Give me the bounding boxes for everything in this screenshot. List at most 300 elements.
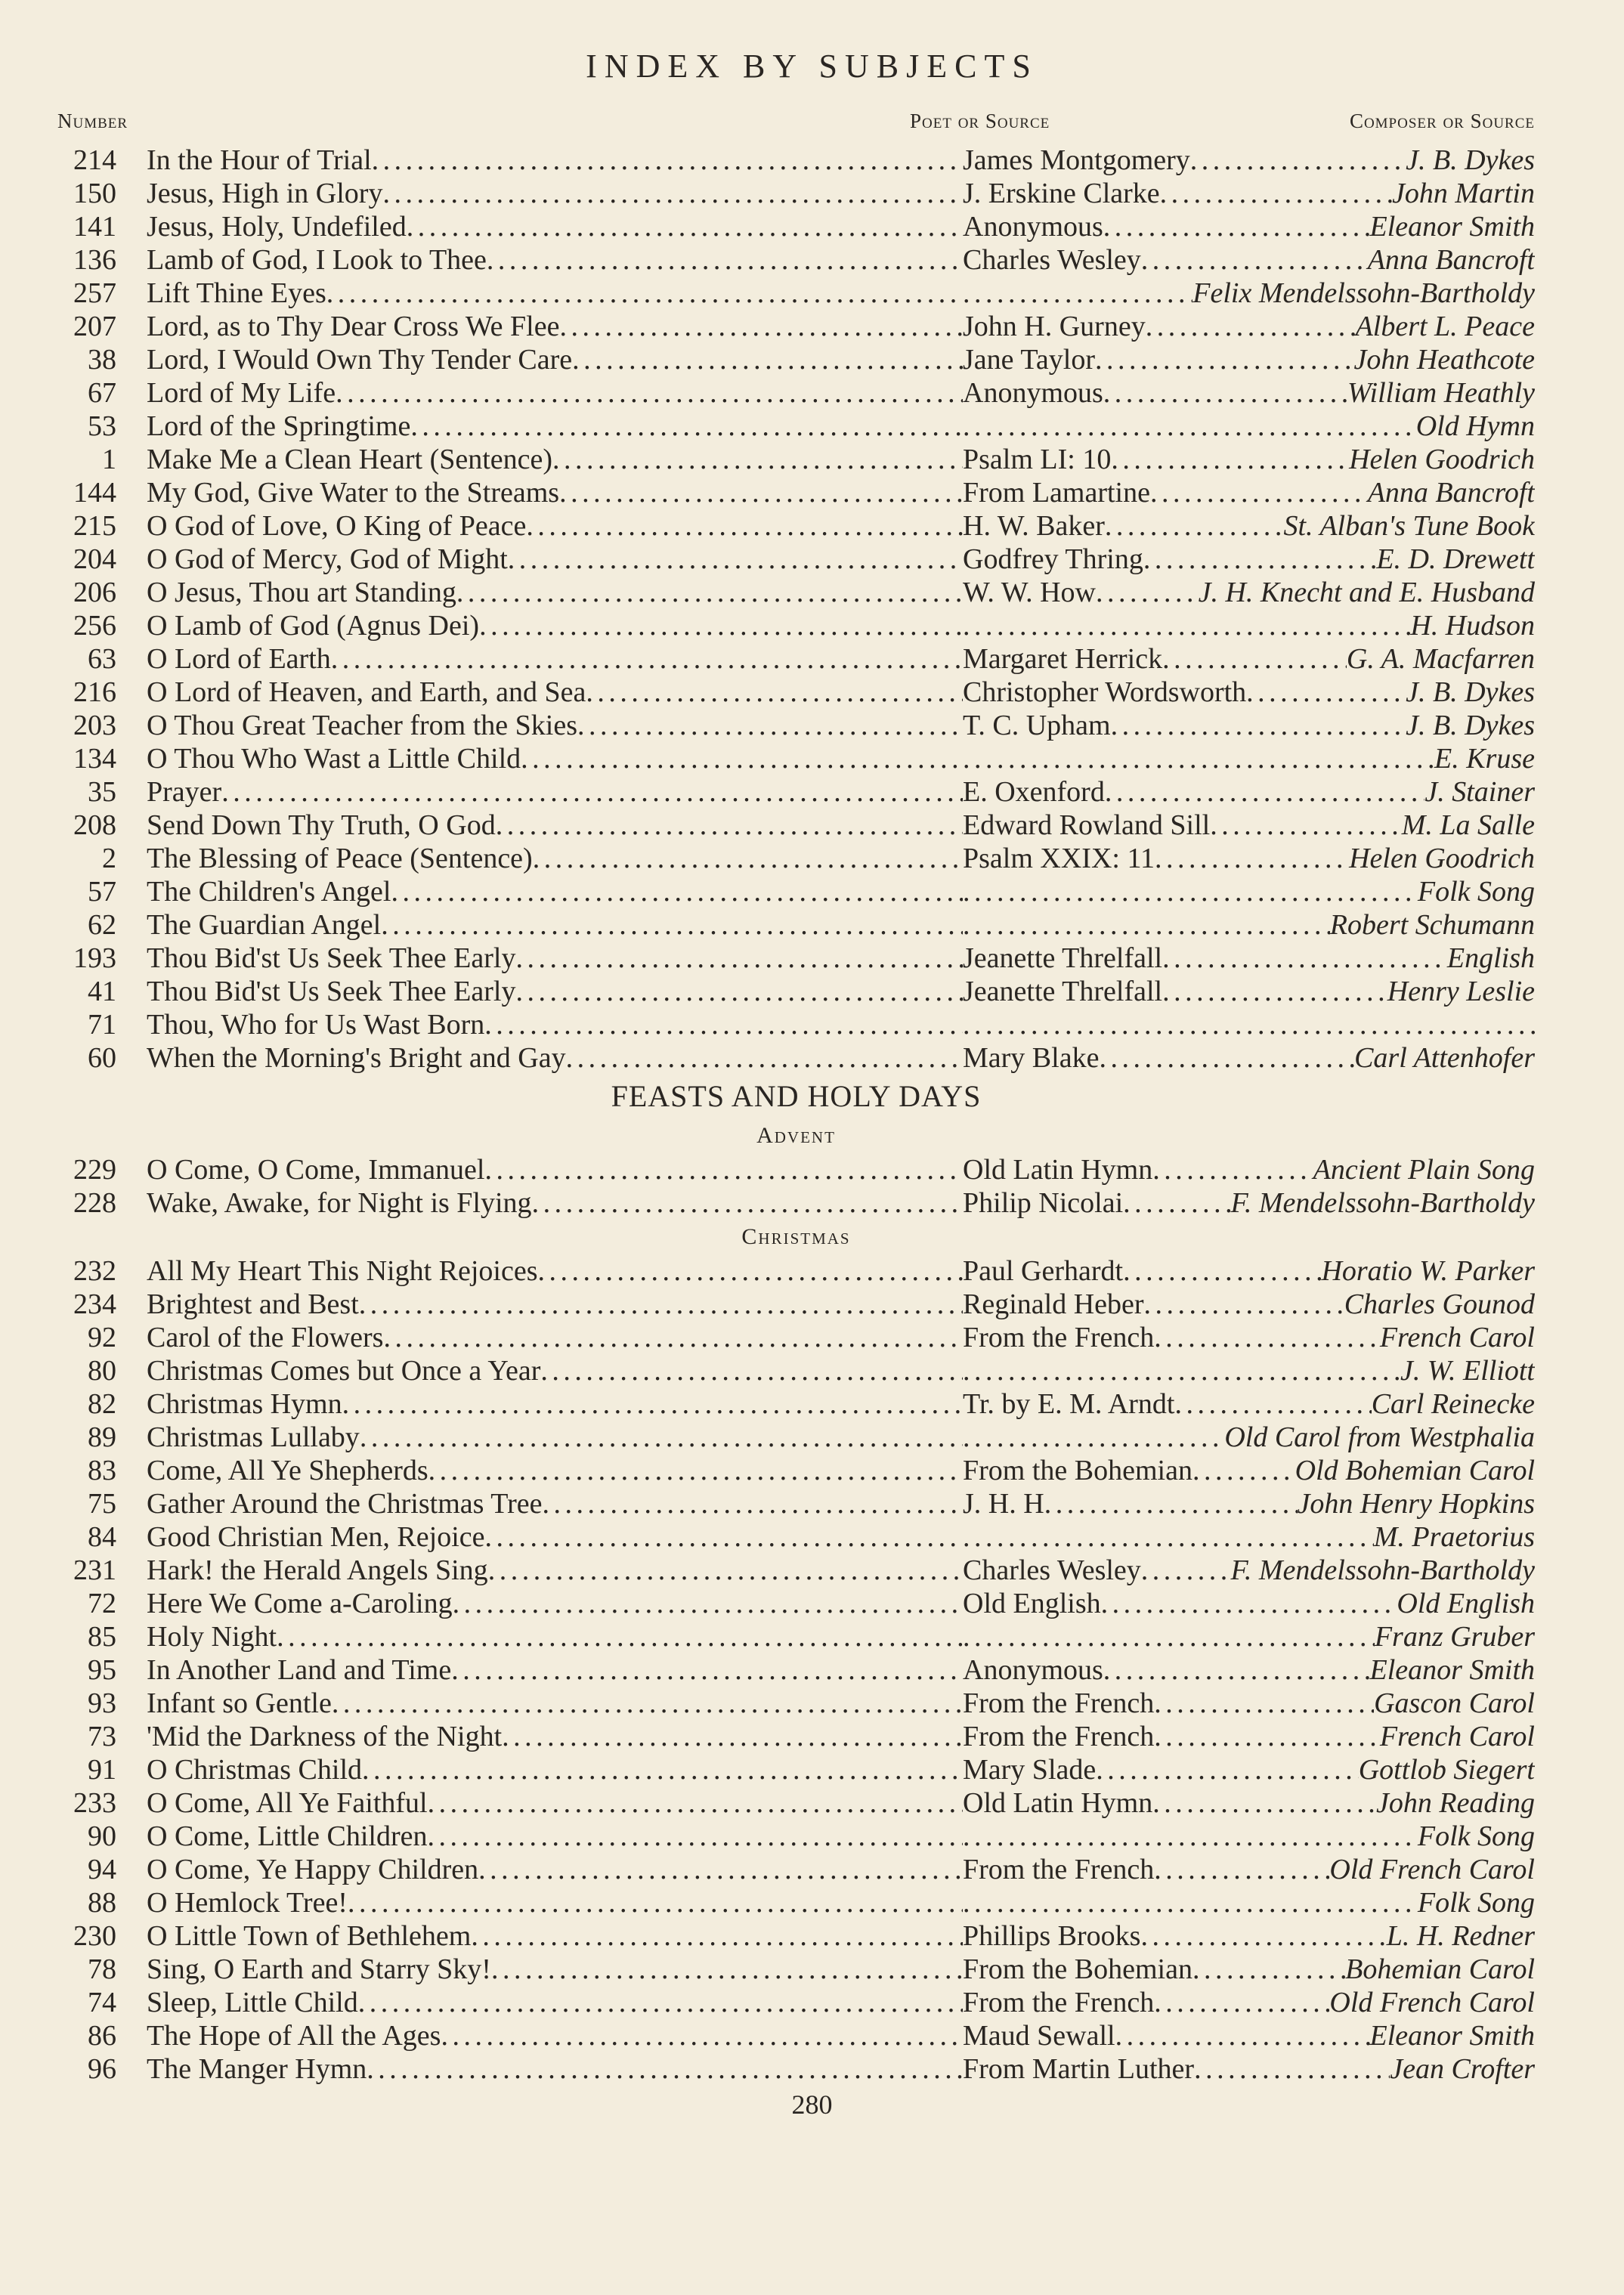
hymn-number: 93 — [88, 1687, 116, 1719]
leader-dots — [963, 1820, 1418, 1853]
hymn-title: O God of Love, O King of Peace — [147, 510, 527, 542]
title-cell — [147, 1986, 963, 2019]
index-entry — [57, 1288, 1535, 1321]
poet-source: From Lamartine — [963, 477, 1150, 509]
hymn-number: 35 — [88, 776, 116, 808]
title-cell — [147, 975, 963, 1008]
hymn-title: All My Heart This Night Rejoices — [147, 1255, 538, 1287]
title-cell — [147, 1753, 963, 1786]
composer-source: William Heathly — [1347, 377, 1535, 409]
index-entry — [57, 1520, 1535, 1554]
hymn-number: 96 — [88, 2053, 116, 2085]
hymn-number: 204 — [73, 543, 116, 575]
composer-source: Gottlob Siegert — [1358, 1754, 1535, 1786]
leader-dots — [1115, 2019, 1370, 2052]
composer-source: E. D. Drewett — [1376, 543, 1535, 575]
leader-dots — [559, 311, 963, 342]
poet-source: Old Latin Hymn — [963, 1787, 1153, 1819]
leader-dots — [410, 410, 963, 442]
leader-dots — [1141, 1554, 1231, 1587]
leader-dots — [963, 1008, 1535, 1041]
hymn-number: 228 — [73, 1187, 116, 1219]
composer-source: Carl Attenhofer — [1354, 1042, 1535, 1074]
index-entry — [57, 775, 1535, 809]
hymn-title: Here We Come a-Caroling — [147, 1588, 453, 1619]
entry-line — [147, 1041, 1535, 1075]
leader-dots — [1154, 1986, 1329, 2019]
leader-dots — [382, 178, 963, 209]
composer-source: Old French Carol — [1329, 1854, 1535, 1885]
entry-line — [147, 1753, 1535, 1786]
hymn-number: 84 — [88, 1521, 116, 1553]
title-cell — [147, 1041, 963, 1075]
title-cell — [147, 310, 963, 343]
leader-dots — [533, 843, 963, 874]
leader-dots — [451, 1654, 963, 1686]
poet-source: Charles Wesley — [963, 1554, 1141, 1586]
leader-dots — [1210, 809, 1402, 842]
hymn-number: 90 — [88, 1820, 116, 1852]
hymn-number: 82 — [88, 1388, 116, 1420]
index-entry — [57, 1354, 1535, 1387]
title-cell — [147, 1820, 963, 1853]
entry-line — [147, 842, 1535, 875]
poet-source: Old English — [963, 1588, 1101, 1619]
leader-dots — [1103, 1653, 1370, 1687]
leader-dots — [487, 244, 963, 276]
index-entry — [57, 1620, 1535, 1653]
entry-line — [147, 1321, 1535, 1354]
leader-dots — [1101, 1587, 1397, 1620]
leader-dots — [1192, 1953, 1345, 1986]
leader-dots — [521, 743, 963, 775]
leader-dots — [586, 676, 963, 708]
leader-dots — [1175, 1387, 1372, 1421]
entry-line — [147, 1387, 1535, 1421]
composer-source: Robert Schumann — [1329, 909, 1535, 941]
hymn-title: Carol of the Flowers — [147, 1322, 384, 1353]
leader-dots — [1162, 642, 1347, 676]
composer-source: F. Mendelssohn-Bartholdy — [1230, 1187, 1535, 1219]
composer-source: Felix Mendelssohn-Bartholdy — [1192, 277, 1535, 309]
leader-dots — [1154, 1853, 1329, 1886]
poet-source: From the French — [963, 1987, 1155, 2018]
composer-source: Folk Song — [1417, 1820, 1535, 1852]
hymn-title: Lord, I Would Own Thy Tender Care — [147, 344, 573, 376]
hymn-number: 92 — [88, 1322, 116, 1353]
index-entry — [57, 842, 1535, 875]
leader-dots — [453, 1588, 963, 1619]
hymn-title: Thou Bid'st Us Seek Thee Early — [147, 942, 516, 974]
poet-source: J. Erskine Clarke — [963, 178, 1160, 209]
leader-dots — [1044, 1487, 1298, 1520]
hymn-number: 229 — [73, 1154, 116, 1186]
entry-line — [147, 742, 1535, 775]
hymn-title: O Lord of Heaven, and Earth, and Sea — [147, 676, 586, 708]
poet-source: H. W. Baker — [963, 510, 1105, 542]
title-cell — [147, 1153, 963, 1186]
index-entry — [57, 277, 1535, 310]
title-cell — [147, 1653, 963, 1687]
leader-dots — [1105, 509, 1284, 543]
leader-dots — [1111, 443, 1349, 476]
leader-dots — [479, 610, 963, 642]
index-entry — [57, 310, 1535, 343]
leader-dots — [1141, 243, 1368, 277]
hymn-number: 74 — [88, 1987, 116, 2018]
title-cell — [147, 676, 963, 709]
entry-line — [147, 1820, 1535, 1853]
title-cell — [147, 1786, 963, 1820]
leader-dots — [508, 543, 963, 575]
composer-source: Albert L. Peace — [1355, 311, 1535, 342]
hymn-number: 57 — [88, 876, 116, 908]
index-entry — [57, 1254, 1535, 1288]
composer-source: Helen Goodrich — [1349, 843, 1535, 874]
title-cell — [147, 243, 963, 277]
poet-source: From the French — [963, 1854, 1155, 1885]
leader-dots — [526, 510, 963, 542]
hymn-title: O Thou Great Teacher from the Skies — [147, 710, 577, 741]
leader-dots — [538, 1255, 963, 1287]
hymn-number: 53 — [88, 410, 116, 442]
poet-source: Psalm XXIX: 11 — [963, 843, 1155, 874]
leader-dots — [1123, 1254, 1321, 1288]
entry-line — [147, 642, 1535, 676]
hymn-number: 62 — [88, 909, 116, 941]
leader-dots — [1103, 210, 1370, 243]
leader-dots — [963, 875, 1418, 908]
composer-source: Old French Carol — [1329, 1987, 1535, 2018]
hymn-title: Infant so Gentle — [147, 1687, 332, 1719]
index-entry — [57, 1041, 1535, 1075]
leader-dots — [1246, 676, 1406, 709]
hymn-title: Sleep, Little Child — [147, 1987, 358, 2018]
entry-line — [147, 2019, 1535, 2052]
composer-source: John Henry Hopkins — [1297, 1488, 1535, 1520]
title-cell — [147, 576, 963, 609]
hymn-title: Come, All Ye Shepherds — [147, 1455, 428, 1486]
title-cell — [147, 1354, 963, 1387]
index-entry — [57, 942, 1535, 975]
composer-source: Franz Gruber — [1374, 1621, 1535, 1653]
index-entry — [57, 1587, 1535, 1620]
composer-source: Eleanor Smith — [1369, 1654, 1535, 1686]
entry-line — [147, 144, 1535, 177]
composer-source: John Martin — [1392, 178, 1535, 209]
title-cell — [147, 1321, 963, 1354]
entry-line — [147, 1786, 1535, 1820]
composer-source: E. Kruse — [1434, 743, 1535, 775]
composer-source: J. H. Knecht and E. Husband — [1198, 577, 1535, 608]
composer-source: Eleanor Smith — [1369, 2020, 1535, 2052]
hymn-title: Christmas Lullaby — [147, 1421, 360, 1453]
hymn-title: Lord, as to Thy Dear Cross We Flee — [147, 311, 560, 342]
entry-line — [147, 509, 1535, 543]
entry-line — [147, 376, 1535, 410]
hymn-number: 83 — [88, 1455, 116, 1486]
index-entry — [57, 376, 1535, 410]
composer-source: Bohemian Carol — [1345, 1953, 1535, 1985]
hymn-title: Send Down Thy Truth, O God — [147, 809, 496, 841]
index-entry — [57, 1753, 1535, 1786]
hymn-title: Lord of My Life — [147, 377, 336, 409]
leader-dots — [360, 1421, 963, 1453]
poet-source: Anonymous — [963, 1654, 1103, 1686]
composer-source: J. W. Elliott — [1400, 1355, 1535, 1387]
poet-source: J. H. H — [963, 1488, 1044, 1520]
hymn-title: O Christmas Child — [147, 1754, 363, 1786]
leader-dots — [963, 1421, 1224, 1454]
entry-line — [147, 1919, 1535, 1953]
leader-dots — [559, 477, 963, 509]
leader-dots — [348, 1887, 963, 1919]
composer-source: J. B. Dykes — [1406, 144, 1535, 176]
hymn-title: When the Morning's Bright and Gay — [147, 1042, 566, 1074]
leader-dots — [1144, 1288, 1344, 1321]
hymn-number: 136 — [73, 244, 116, 276]
hymn-title: Lamb of God, I Look to Thee — [147, 244, 487, 276]
composer-source: Carl Reinecke — [1371, 1388, 1535, 1420]
title-cell — [147, 908, 963, 942]
composer-source: L. H. Redner — [1386, 1920, 1535, 1952]
poet-source: Jeanette Threlfall — [963, 976, 1163, 1007]
entry-line — [147, 1487, 1535, 1520]
title-cell — [147, 709, 963, 742]
entry-line — [147, 1653, 1535, 1687]
hymn-title: O Lord of Earth — [147, 643, 331, 675]
hymn-number: 193 — [73, 942, 116, 974]
poet-source: Charles Wesley — [963, 244, 1141, 276]
hymn-number: 141 — [73, 211, 116, 243]
section-title: FEASTS AND HOLY DAYS — [611, 1079, 982, 1113]
leader-dots — [963, 1886, 1418, 1919]
title-cell — [147, 1720, 963, 1753]
leader-dots — [1140, 1919, 1386, 1953]
leader-dots — [221, 776, 963, 808]
composer-source: Old Bohemian Carol — [1295, 1455, 1535, 1486]
composer-source: M. La Salle — [1401, 809, 1535, 841]
leader-dots — [963, 277, 1192, 310]
hymn-title: Gather Around the Christmas Tree — [147, 1488, 543, 1520]
hymn-title: Christmas Comes but Once a Year — [147, 1355, 541, 1387]
hymn-title: O God of Mercy, God of Might — [147, 543, 508, 575]
hymn-title: O Come, All Ye Faithful — [147, 1787, 428, 1819]
title-cell — [147, 1288, 963, 1321]
hymn-title: O Thou Who Wast a Little Child — [147, 743, 521, 775]
leader-dots — [362, 1754, 963, 1786]
poet-source: Jane Taylor — [963, 344, 1095, 376]
title-cell — [147, 875, 963, 908]
hymn-title: O Hemlock Tree! — [147, 1887, 348, 1919]
leader-dots — [532, 1187, 963, 1219]
entry-line — [147, 576, 1535, 609]
index-entry — [57, 609, 1535, 642]
entry-line — [147, 1008, 1535, 1041]
hymn-title: Thou Bid'st Us Seek Thee Early — [147, 976, 516, 1007]
leader-dots — [496, 809, 963, 841]
poet-source: Anonymous — [963, 211, 1103, 243]
composer-source: Jean Crofter — [1390, 2053, 1535, 2085]
hymn-title: O Lamb of God (Agnus Dei) — [147, 610, 480, 642]
leader-dots — [326, 277, 963, 309]
hymn-title: Sing, O Earth and Starry Sky! — [147, 1953, 491, 1985]
hymn-title: Good Christian Men, Rejoice — [147, 1521, 485, 1553]
leader-dots — [1192, 1454, 1295, 1487]
composer-source: Old Hymn — [1415, 410, 1535, 442]
index-entry — [57, 576, 1535, 609]
entry-line — [147, 543, 1535, 576]
hymn-number: 63 — [88, 643, 116, 675]
entry-line — [147, 875, 1535, 908]
hymn-number: 41 — [88, 976, 116, 1007]
leader-dots — [428, 1787, 963, 1819]
title-cell — [147, 942, 963, 975]
composer-source: English — [1446, 942, 1535, 974]
entry-line — [147, 277, 1535, 310]
index-entry — [57, 2052, 1535, 2086]
leader-dots — [277, 1621, 963, 1653]
entry-line — [147, 1986, 1535, 2019]
composer-source: Old English — [1397, 1588, 1535, 1619]
title-cell — [147, 343, 963, 376]
entry-line — [147, 1687, 1535, 1720]
composer-source: Folk Song — [1417, 1887, 1535, 1919]
leader-dots — [963, 908, 1330, 942]
column-headers — [57, 110, 1535, 140]
title-cell — [147, 1886, 963, 1919]
entry-line — [147, 310, 1535, 343]
leader-dots — [963, 1520, 1374, 1554]
subsection-christmas: Christmas — [741, 1224, 851, 1249]
title-cell — [147, 1587, 963, 1620]
entry-line — [147, 1620, 1535, 1653]
poet-source: Philip Nicolai — [963, 1187, 1124, 1219]
hymn-title: In the Hour of Trial — [147, 144, 372, 176]
entry-line — [147, 1587, 1535, 1620]
leader-dots — [441, 2020, 963, 2052]
title-cell — [147, 2019, 963, 2052]
entry-line — [147, 476, 1535, 509]
entry-line — [147, 1186, 1535, 1220]
index-entry — [57, 1653, 1535, 1687]
index-entry — [57, 2019, 1535, 2052]
leader-dots — [491, 1953, 963, 1985]
hymn-title: Wake, Awake, for Night is Flying — [147, 1187, 532, 1219]
hymn-number: 144 — [73, 477, 116, 509]
hymn-title: My God, Give Water to the Streams — [147, 477, 560, 509]
title-cell — [147, 642, 963, 676]
composer-source: Helen Goodrich — [1349, 444, 1535, 475]
hymn-number: 85 — [88, 1621, 116, 1653]
poet-source: E. Oxenford — [963, 776, 1105, 808]
entry-line — [147, 709, 1535, 742]
index-entry — [57, 1421, 1535, 1454]
hymn-title: 'Mid the Darkness of the Night — [147, 1721, 503, 1752]
index-entry — [57, 1454, 1535, 1487]
leader-dots — [963, 1354, 1400, 1387]
poet-source: From the Bohemian — [963, 1455, 1192, 1486]
leader-dots — [1105, 775, 1425, 809]
hymn-number: 89 — [88, 1421, 116, 1453]
leader-dots — [552, 444, 963, 475]
hymn-number: 80 — [88, 1355, 116, 1387]
composer-source: St. Alban's Tune Book — [1283, 510, 1535, 542]
poet-source: Psalm LI: 10 — [963, 444, 1112, 475]
composer-source: Henry Leslie — [1387, 976, 1535, 1007]
leader-dots — [1154, 1687, 1374, 1720]
hymn-title: The Hope of All the Ages — [147, 2020, 441, 2052]
title-cell — [147, 177, 963, 210]
leader-dots — [383, 1322, 963, 1353]
index-entry — [57, 543, 1535, 576]
entry-line — [147, 1254, 1535, 1288]
poet-source: Anonymous — [963, 377, 1103, 409]
title-cell — [147, 742, 963, 775]
index-entry — [57, 642, 1535, 676]
hymn-number: 72 — [88, 1588, 116, 1619]
leader-dots — [515, 942, 963, 974]
leader-dots — [572, 344, 963, 376]
title-cell — [147, 1008, 963, 1041]
title-cell — [147, 543, 963, 576]
hymn-number: 1 — [102, 444, 116, 475]
hymn-title: Prayer — [147, 776, 222, 808]
index-list — [57, 144, 1535, 2086]
entry-line — [147, 1354, 1535, 1387]
composer-source: J. Stainer — [1424, 776, 1535, 808]
title-cell — [147, 1687, 963, 1720]
poet-source: Maud Sewall — [963, 2020, 1115, 2052]
leader-dots — [478, 1854, 963, 1885]
poet-source: Old Latin Hymn — [963, 1154, 1153, 1186]
subsection-advent: Advent — [756, 1123, 836, 1148]
leader-dots — [1146, 310, 1356, 343]
poet-source: From the French — [963, 1721, 1155, 1752]
composer-source: Charles Gounod — [1344, 1288, 1535, 1320]
hymn-number: 91 — [88, 1754, 116, 1786]
entry-line — [147, 809, 1535, 842]
title-cell — [147, 509, 963, 543]
leader-dots — [1099, 1041, 1354, 1075]
index-entry — [57, 975, 1535, 1008]
poet-source: John H. Gurney — [963, 311, 1146, 342]
composer-source: John Reading — [1375, 1787, 1535, 1819]
leader-dots — [331, 643, 963, 675]
index-entry — [57, 1487, 1535, 1520]
leader-dots — [502, 1721, 963, 1752]
leader-dots — [1095, 343, 1353, 376]
entry-line — [147, 1720, 1535, 1753]
index-entry — [57, 210, 1535, 243]
entry-line — [147, 177, 1535, 210]
poet-source: Godfrey Thring — [963, 543, 1143, 575]
entry-line — [147, 410, 1535, 443]
title-cell — [147, 2052, 963, 2086]
entry-line — [147, 1454, 1535, 1487]
poet-source: From the French — [963, 1687, 1155, 1719]
hymn-number: 67 — [88, 377, 116, 409]
composer-source: G. A. Macfarren — [1346, 643, 1535, 675]
hymn-number: 94 — [88, 1854, 116, 1885]
leader-dots — [336, 377, 963, 409]
poet-source: From the Bohemian — [963, 1953, 1192, 1985]
index-entry — [57, 1720, 1535, 1753]
leader-dots — [1190, 144, 1406, 177]
hymn-number: 150 — [73, 178, 116, 209]
index-entry — [57, 1186, 1535, 1220]
leader-dots — [1123, 1186, 1230, 1220]
